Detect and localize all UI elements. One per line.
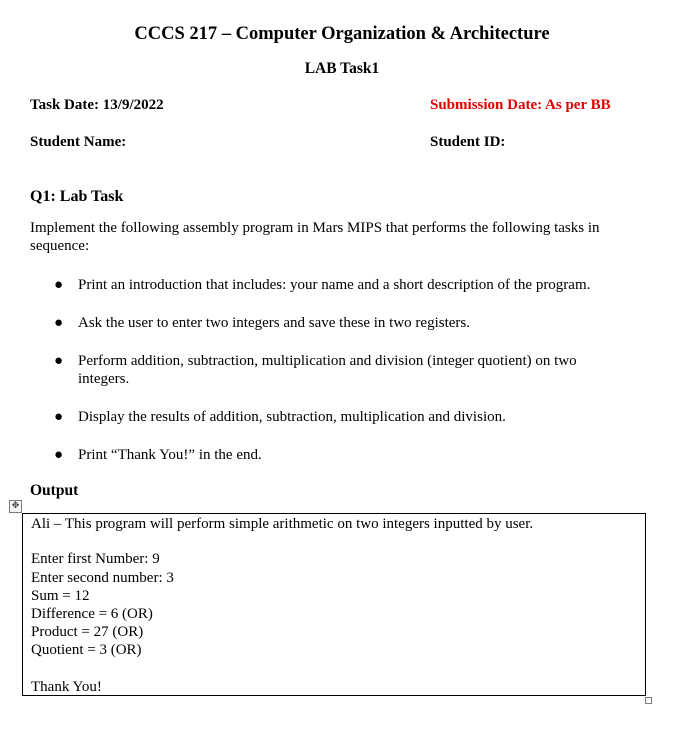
output-table[interactable] [22, 513, 646, 696]
student-id-label: Student ID: [430, 134, 506, 150]
list-item-text: Print “Thank You!” in the end. [78, 447, 262, 463]
output-heading: Output [30, 482, 79, 499]
output-line: Sum = 12 [31, 588, 90, 604]
output-line: Difference = 6 (OR) [31, 606, 153, 622]
output-line: Quotient = 3 (OR) [31, 642, 142, 658]
table-resize-handle[interactable] [645, 697, 652, 704]
list-item-text: Ask the user to enter two integers and save these in two registers. [78, 315, 470, 331]
list-item [54, 408, 634, 426]
student-name-label: Student Name: [30, 134, 127, 150]
list-item-text: Print an introduction that includes: your name and a short description of the program. [78, 277, 591, 293]
submission-date: Submission Date: As per BB [430, 97, 611, 113]
list-item [54, 276, 634, 294]
list-item [54, 446, 634, 464]
output-line: Thank You! [31, 679, 102, 695]
list-item-text: Display the results of addition, subtraction, multiplication and division. [78, 409, 506, 425]
lab-title: LAB Task1 [304, 60, 380, 77]
output-line: Ali – This program will perform simple arithmetic on two integers inputted by user. [31, 516, 534, 532]
task-date: Task Date: 13/9/2022 [30, 97, 164, 113]
bullet-icon: ● [54, 447, 64, 463]
output-line: Product = 27 (OR) [31, 624, 144, 640]
bullet-icon: ● [54, 277, 64, 293]
output-line: Enter second number: 3 [31, 570, 174, 586]
output-line: Enter first Number: 9 [31, 551, 160, 567]
question-heading: Q1: Lab Task [30, 188, 124, 205]
list-item [54, 314, 634, 332]
bullet-icon: ● [54, 353, 64, 369]
list-item-text: Perform addition, subtraction, multiplication and division (integer quotient) on two integers. [78, 353, 577, 387]
table-move-handle-icon[interactable]: ✥ [9, 500, 22, 513]
question-intro: Implement the following assembly program in Mars MIPS that performs the following tasks in sequence: [30, 220, 600, 254]
bullet-icon: ● [54, 315, 64, 331]
list-item [54, 352, 624, 388]
bullet-icon: ● [54, 409, 64, 425]
course-title: CCCS 217 – Computer Organization & Architecture [134, 24, 550, 44]
